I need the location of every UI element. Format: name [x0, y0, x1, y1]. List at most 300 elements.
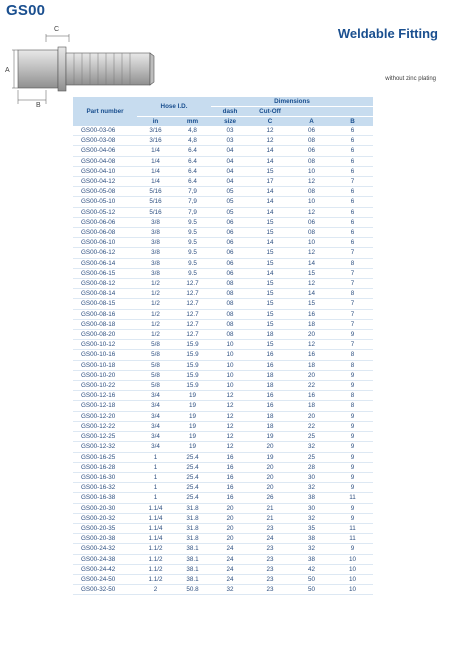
cell-a: 28: [291, 462, 332, 472]
cell-part-number: GS00-16-32: [73, 483, 137, 493]
cell-a: 08: [291, 136, 332, 146]
header-c: C: [249, 117, 291, 127]
cell-dash-size: 32: [211, 585, 249, 595]
table-row: [73, 462, 373, 472]
header-size: size: [211, 117, 249, 127]
cell-hose-mm: 9.5: [174, 238, 211, 248]
cell-hose-mm: 25.4: [174, 472, 211, 482]
cell-hose-in: 3/4: [137, 401, 174, 411]
cell-part-number: GS00-10-12: [73, 340, 137, 350]
cell-b: 9: [332, 452, 373, 462]
cell-hose-in: 3/8: [137, 258, 174, 268]
cell-a: 10: [291, 166, 332, 176]
cell-hose-in: 3/4: [137, 442, 174, 452]
cell-hose-mm: 12.7: [174, 309, 211, 319]
table-row: [73, 442, 373, 452]
cell-hose-in: 3/8: [137, 268, 174, 278]
cell-dash-size: 04: [211, 177, 249, 187]
cell-hose-in: 3/8: [137, 248, 174, 258]
cell-a: 06: [291, 217, 332, 227]
cell-part-number: GS00-08-12: [73, 279, 137, 289]
cell-hose-in: 1: [137, 452, 174, 462]
cell-a: 20: [291, 370, 332, 380]
cell-hose-mm: 6.4: [174, 146, 211, 156]
cell-hose-in: 5/8: [137, 340, 174, 350]
cell-hose-mm: 12.7: [174, 330, 211, 340]
cell-part-number: GS00-16-38: [73, 493, 137, 503]
cell-a: 08: [291, 156, 332, 166]
cell-hose-mm: 12.7: [174, 299, 211, 309]
table-row: [73, 166, 373, 176]
cell-a: 12: [291, 177, 332, 187]
cell-dash-size: 08: [211, 289, 249, 299]
cell-hose-mm: 38.1: [174, 564, 211, 574]
table-row: [73, 309, 373, 319]
cell-b: 9: [332, 442, 373, 452]
cell-hose-in: 1: [137, 462, 174, 472]
cell-dash-size: 10: [211, 340, 249, 350]
cell-hose-mm: 31.8: [174, 523, 211, 533]
table-row: [73, 411, 373, 421]
table-row: [73, 554, 373, 564]
cell-b: 8: [332, 258, 373, 268]
cell-b: 8: [332, 391, 373, 401]
cell-hose-in: 1/2: [137, 319, 174, 329]
cell-hose-in: 1.1/4: [137, 513, 174, 523]
cell-hose-in: 3/8: [137, 228, 174, 238]
cell-a: 50: [291, 574, 332, 584]
cell-b: 6: [332, 187, 373, 197]
cell-b: 6: [332, 166, 373, 176]
table-row: [73, 574, 373, 584]
cell-hose-in: 5/8: [137, 381, 174, 391]
cell-cutoff-c: 23: [249, 564, 291, 574]
cell-hose-mm: 31.8: [174, 513, 211, 523]
cell-dash-size: 04: [211, 156, 249, 166]
cell-cutoff-c: 18: [249, 330, 291, 340]
cell-b: 9: [332, 330, 373, 340]
cell-cutoff-c: 12: [249, 126, 291, 136]
cell-dash-size: 10: [211, 381, 249, 391]
cell-dash-size: 08: [211, 319, 249, 329]
cell-dash-size: 05: [211, 197, 249, 207]
table-row: [73, 472, 373, 482]
cell-hose-in: 1.1/4: [137, 523, 174, 533]
cell-part-number: GS00-03-08: [73, 136, 137, 146]
cell-dash-size: 10: [211, 350, 249, 360]
dimensions-table: [73, 97, 373, 595]
cell-cutoff-c: 15: [249, 309, 291, 319]
cell-b: 9: [332, 381, 373, 391]
cell-dash-size: 24: [211, 554, 249, 564]
cell-a: 30: [291, 472, 332, 482]
cell-hose-in: 3/4: [137, 391, 174, 401]
cell-part-number: GS00-20-38: [73, 534, 137, 544]
cell-cutoff-c: 26: [249, 493, 291, 503]
cell-a: 12: [291, 248, 332, 258]
cell-hose-mm: 19: [174, 391, 211, 401]
table-row: [73, 258, 373, 268]
table-body: [73, 126, 373, 595]
cell-cutoff-c: 23: [249, 574, 291, 584]
cell-cutoff-c: 15: [249, 248, 291, 258]
table-row: [73, 523, 373, 533]
cell-a: 32: [291, 544, 332, 554]
cell-hose-in: 1/2: [137, 330, 174, 340]
cell-cutoff-c: 14: [249, 146, 291, 156]
dimension-c-label: C: [54, 26, 60, 33]
cell-cutoff-c: 23: [249, 554, 291, 564]
header-b: B: [332, 117, 373, 127]
cell-part-number: GS00-24-38: [73, 554, 137, 564]
cell-b: 7: [332, 177, 373, 187]
cell-a: 16: [291, 309, 332, 319]
cell-cutoff-c: 16: [249, 350, 291, 360]
dimension-b-label: B: [36, 102, 41, 109]
cell-hose-in: 1.1/4: [137, 534, 174, 544]
cell-dash-size: 06: [211, 248, 249, 258]
table-row: [73, 299, 373, 309]
table-row: [73, 268, 373, 278]
table-row: [73, 585, 373, 595]
table-row: [73, 544, 373, 554]
cell-hose-in: 1.1/2: [137, 564, 174, 574]
cell-dash-size: 16: [211, 472, 249, 482]
header-in: in: [137, 117, 174, 127]
cell-part-number: GS00-12-25: [73, 432, 137, 442]
cell-hose-mm: 9.5: [174, 248, 211, 258]
cell-hose-in: 1/4: [137, 146, 174, 156]
header-mm: mm: [174, 117, 211, 127]
cell-dash-size: 24: [211, 564, 249, 574]
cell-cutoff-c: 15: [249, 289, 291, 299]
cell-dash-size: 20: [211, 503, 249, 513]
cell-dash-size: 16: [211, 452, 249, 462]
cell-cutoff-c: 18: [249, 411, 291, 421]
cell-hose-mm: 6.4: [174, 166, 211, 176]
cell-part-number: GS00-10-20: [73, 370, 137, 380]
table-row: [73, 360, 373, 370]
table-row: [73, 534, 373, 544]
cell-b: 10: [332, 564, 373, 574]
cell-hose-mm: 9.5: [174, 228, 211, 238]
cell-hose-mm: 4,8: [174, 136, 211, 146]
table-row: [73, 279, 373, 289]
cell-b: 9: [332, 411, 373, 421]
header-a: A: [291, 117, 332, 127]
cell-cutoff-c: 14: [249, 238, 291, 248]
table-row: [73, 177, 373, 187]
cell-cutoff-c: 23: [249, 523, 291, 533]
table-row: [73, 432, 373, 442]
cell-part-number: GS00-08-15: [73, 299, 137, 309]
cell-b: 7: [332, 340, 373, 350]
cell-b: 10: [332, 554, 373, 564]
cell-part-number: GS00-12-20: [73, 411, 137, 421]
table-row: [73, 391, 373, 401]
cell-a: 14: [291, 258, 332, 268]
table-row: [73, 503, 373, 513]
cell-cutoff-c: 18: [249, 381, 291, 391]
cell-hose-mm: 25.4: [174, 493, 211, 503]
cell-part-number: GS00-05-08: [73, 187, 137, 197]
cell-cutoff-c: 14: [249, 268, 291, 278]
table-row: [73, 146, 373, 156]
table-row: [73, 248, 373, 258]
table-row: [73, 381, 373, 391]
cell-dash-size: 05: [211, 187, 249, 197]
cell-hose-in: 1/4: [137, 156, 174, 166]
cell-dash-size: 10: [211, 370, 249, 380]
cell-hose-mm: 6.4: [174, 156, 211, 166]
cell-b: 10: [332, 585, 373, 595]
cell-cutoff-c: 15: [249, 166, 291, 176]
cell-cutoff-c: 18: [249, 370, 291, 380]
product-name: Weldable Fitting: [337, 26, 438, 41]
cell-cutoff-c: 20: [249, 442, 291, 452]
cell-part-number: GS00-08-16: [73, 309, 137, 319]
cell-hose-in: 5/16: [137, 187, 174, 197]
cell-hose-mm: 4,8: [174, 126, 211, 136]
cell-hose-mm: 9.5: [174, 268, 211, 278]
cell-b: 11: [332, 523, 373, 533]
cell-part-number: GS00-16-30: [73, 472, 137, 482]
cell-a: 22: [291, 381, 332, 391]
cell-a: 22: [291, 421, 332, 431]
table-row: [73, 493, 373, 503]
table-row: [73, 187, 373, 197]
cell-part-number: GS00-04-10: [73, 166, 137, 176]
cell-part-number: GS00-12-22: [73, 421, 137, 431]
cell-cutoff-c: 16: [249, 401, 291, 411]
table-row: [73, 289, 373, 299]
table-row: [73, 330, 373, 340]
cell-b: 8: [332, 289, 373, 299]
cell-cutoff-c: 16: [249, 391, 291, 401]
cell-b: 6: [332, 146, 373, 156]
cell-a: 20: [291, 330, 332, 340]
cell-hose-mm: 31.8: [174, 503, 211, 513]
cell-hose-in: 3/4: [137, 411, 174, 421]
cell-a: 30: [291, 503, 332, 513]
cell-a: 38: [291, 554, 332, 564]
cell-hose-in: 3/16: [137, 126, 174, 136]
cell-dash-size: 20: [211, 513, 249, 523]
cell-a: 18: [291, 401, 332, 411]
cell-part-number: GS00-32-50: [73, 585, 137, 595]
cell-dash-size: 16: [211, 483, 249, 493]
cell-b: 6: [332, 156, 373, 166]
cell-hose-in: 1: [137, 493, 174, 503]
cell-cutoff-c: 19: [249, 432, 291, 442]
cell-b: 7: [332, 279, 373, 289]
cell-b: 9: [332, 370, 373, 380]
cell-hose-in: 3/8: [137, 238, 174, 248]
cell-b: 7: [332, 268, 373, 278]
cell-part-number: GS00-16-28: [73, 462, 137, 472]
cell-part-number: GS00-20-32: [73, 513, 137, 523]
cell-dash-size: 06: [211, 217, 249, 227]
table-row: [73, 207, 373, 217]
cell-part-number: GS00-05-10: [73, 197, 137, 207]
cell-b: 8: [332, 350, 373, 360]
cell-part-number: GS00-06-15: [73, 268, 137, 278]
cell-hose-mm: 19: [174, 401, 211, 411]
cell-hose-in: 1: [137, 472, 174, 482]
cell-a: 08: [291, 187, 332, 197]
cell-b: 9: [332, 503, 373, 513]
cell-dash-size: 08: [211, 330, 249, 340]
cell-dash-size: 03: [211, 126, 249, 136]
cell-a: 10: [291, 197, 332, 207]
cell-a: 18: [291, 319, 332, 329]
cell-b: 7: [332, 319, 373, 329]
cell-a: 38: [291, 493, 332, 503]
table-row: [73, 319, 373, 329]
table-row: [73, 513, 373, 523]
cell-a: 12: [291, 279, 332, 289]
table-row: [73, 370, 373, 380]
cell-dash-size: 06: [211, 238, 249, 248]
cell-part-number: GS00-20-30: [73, 503, 137, 513]
cell-hose-mm: 7,9: [174, 187, 211, 197]
table-row: [73, 340, 373, 350]
cell-part-number: GS00-24-42: [73, 564, 137, 574]
header-cutoff: Cut-Off: [249, 107, 291, 117]
cell-part-number: GS00-04-06: [73, 146, 137, 156]
table-row: [73, 197, 373, 207]
table-row: [73, 350, 373, 360]
dimension-a-label: A: [5, 67, 10, 74]
cell-cutoff-c: 23: [249, 544, 291, 554]
header-dimensions: Dimensions: [211, 97, 373, 107]
cell-part-number: GS00-12-16: [73, 391, 137, 401]
cell-hose-in: 1.1/2: [137, 554, 174, 564]
table-row: [73, 421, 373, 431]
cell-b: 6: [332, 217, 373, 227]
cell-cutoff-c: 15: [249, 258, 291, 268]
cell-b: 9: [332, 483, 373, 493]
cell-cutoff-c: 20: [249, 483, 291, 493]
cell-cutoff-c: 15: [249, 228, 291, 238]
cell-hose-mm: 19: [174, 432, 211, 442]
cell-b: 6: [332, 197, 373, 207]
cell-b: 9: [332, 472, 373, 482]
cell-b: 8: [332, 401, 373, 411]
header-part-number: Part number: [73, 97, 137, 126]
header-dash: dash: [211, 107, 249, 117]
cell-a: 16: [291, 391, 332, 401]
cell-dash-size: 12: [211, 391, 249, 401]
cell-dash-size: 24: [211, 544, 249, 554]
cell-a: 10: [291, 238, 332, 248]
cell-b: 11: [332, 534, 373, 544]
cell-hose-mm: 50.8: [174, 585, 211, 595]
cell-hose-in: 2: [137, 585, 174, 595]
cell-cutoff-c: 20: [249, 462, 291, 472]
cell-dash-size: 04: [211, 146, 249, 156]
cell-hose-in: 1/4: [137, 177, 174, 187]
cell-part-number: GS00-08-20: [73, 330, 137, 340]
cell-cutoff-c: 15: [249, 319, 291, 329]
cell-a: 38: [291, 534, 332, 544]
cell-b: 9: [332, 462, 373, 472]
cell-hose-mm: 25.4: [174, 452, 211, 462]
cell-hose-mm: 25.4: [174, 462, 211, 472]
cell-part-number: GS00-16-25: [73, 452, 137, 462]
cell-b: 7: [332, 248, 373, 258]
cell-hose-mm: 12.7: [174, 289, 211, 299]
cell-part-number: GS00-08-14: [73, 289, 137, 299]
cell-cutoff-c: 19: [249, 452, 291, 462]
cell-b: 6: [332, 228, 373, 238]
cell-hose-in: 1/4: [137, 166, 174, 176]
cell-hose-mm: 9.5: [174, 258, 211, 268]
cell-dash-size: 20: [211, 534, 249, 544]
cell-part-number: GS00-24-32: [73, 544, 137, 554]
cell-a: 25: [291, 452, 332, 462]
cell-dash-size: 12: [211, 442, 249, 452]
cell-b: 9: [332, 421, 373, 431]
cell-a: 20: [291, 411, 332, 421]
cell-a: 32: [291, 513, 332, 523]
cell-a: 15: [291, 299, 332, 309]
cell-cutoff-c: 14: [249, 156, 291, 166]
cell-dash-size: 08: [211, 309, 249, 319]
cell-hose-mm: 12.7: [174, 279, 211, 289]
cell-hose-in: 3/16: [137, 136, 174, 146]
cell-hose-in: 1/2: [137, 289, 174, 299]
cell-dash-size: 16: [211, 462, 249, 472]
cell-cutoff-c: 21: [249, 513, 291, 523]
cell-hose-in: 3/4: [137, 421, 174, 431]
cell-dash-size: 06: [211, 258, 249, 268]
cell-part-number: GS00-12-32: [73, 442, 137, 452]
cell-b: 6: [332, 207, 373, 217]
cell-hose-in: 5/8: [137, 360, 174, 370]
table-row: [73, 217, 373, 227]
cell-a: 50: [291, 585, 332, 595]
cell-a: 12: [291, 340, 332, 350]
cell-dash-size: 05: [211, 207, 249, 217]
cell-b: 9: [332, 544, 373, 554]
cell-hose-in: 1.1/2: [137, 544, 174, 554]
cell-a: 08: [291, 228, 332, 238]
cell-a: 42: [291, 564, 332, 574]
cell-cutoff-c: 24: [249, 534, 291, 544]
table-row: [73, 126, 373, 136]
cell-cutoff-c: 18: [249, 421, 291, 431]
cell-part-number: GS00-12-18: [73, 401, 137, 411]
table-row: [73, 483, 373, 493]
cell-part-number: GS00-03-06: [73, 126, 137, 136]
cell-cutoff-c: 17: [249, 177, 291, 187]
cell-cutoff-c: 14: [249, 197, 291, 207]
cell-hose-in: 1: [137, 483, 174, 493]
cell-hose-mm: 19: [174, 442, 211, 452]
cell-dash-size: 06: [211, 268, 249, 278]
cell-a: 35: [291, 523, 332, 533]
cell-cutoff-c: 15: [249, 340, 291, 350]
cell-b: 9: [332, 432, 373, 442]
cell-a: 06: [291, 146, 332, 156]
cell-cutoff-c: 15: [249, 217, 291, 227]
plating-note: without zinc plating: [385, 76, 436, 82]
cell-b: 7: [332, 309, 373, 319]
cell-hose-in: 3/8: [137, 217, 174, 227]
cell-cutoff-c: 23: [249, 585, 291, 595]
cell-hose-mm: 7,9: [174, 197, 211, 207]
